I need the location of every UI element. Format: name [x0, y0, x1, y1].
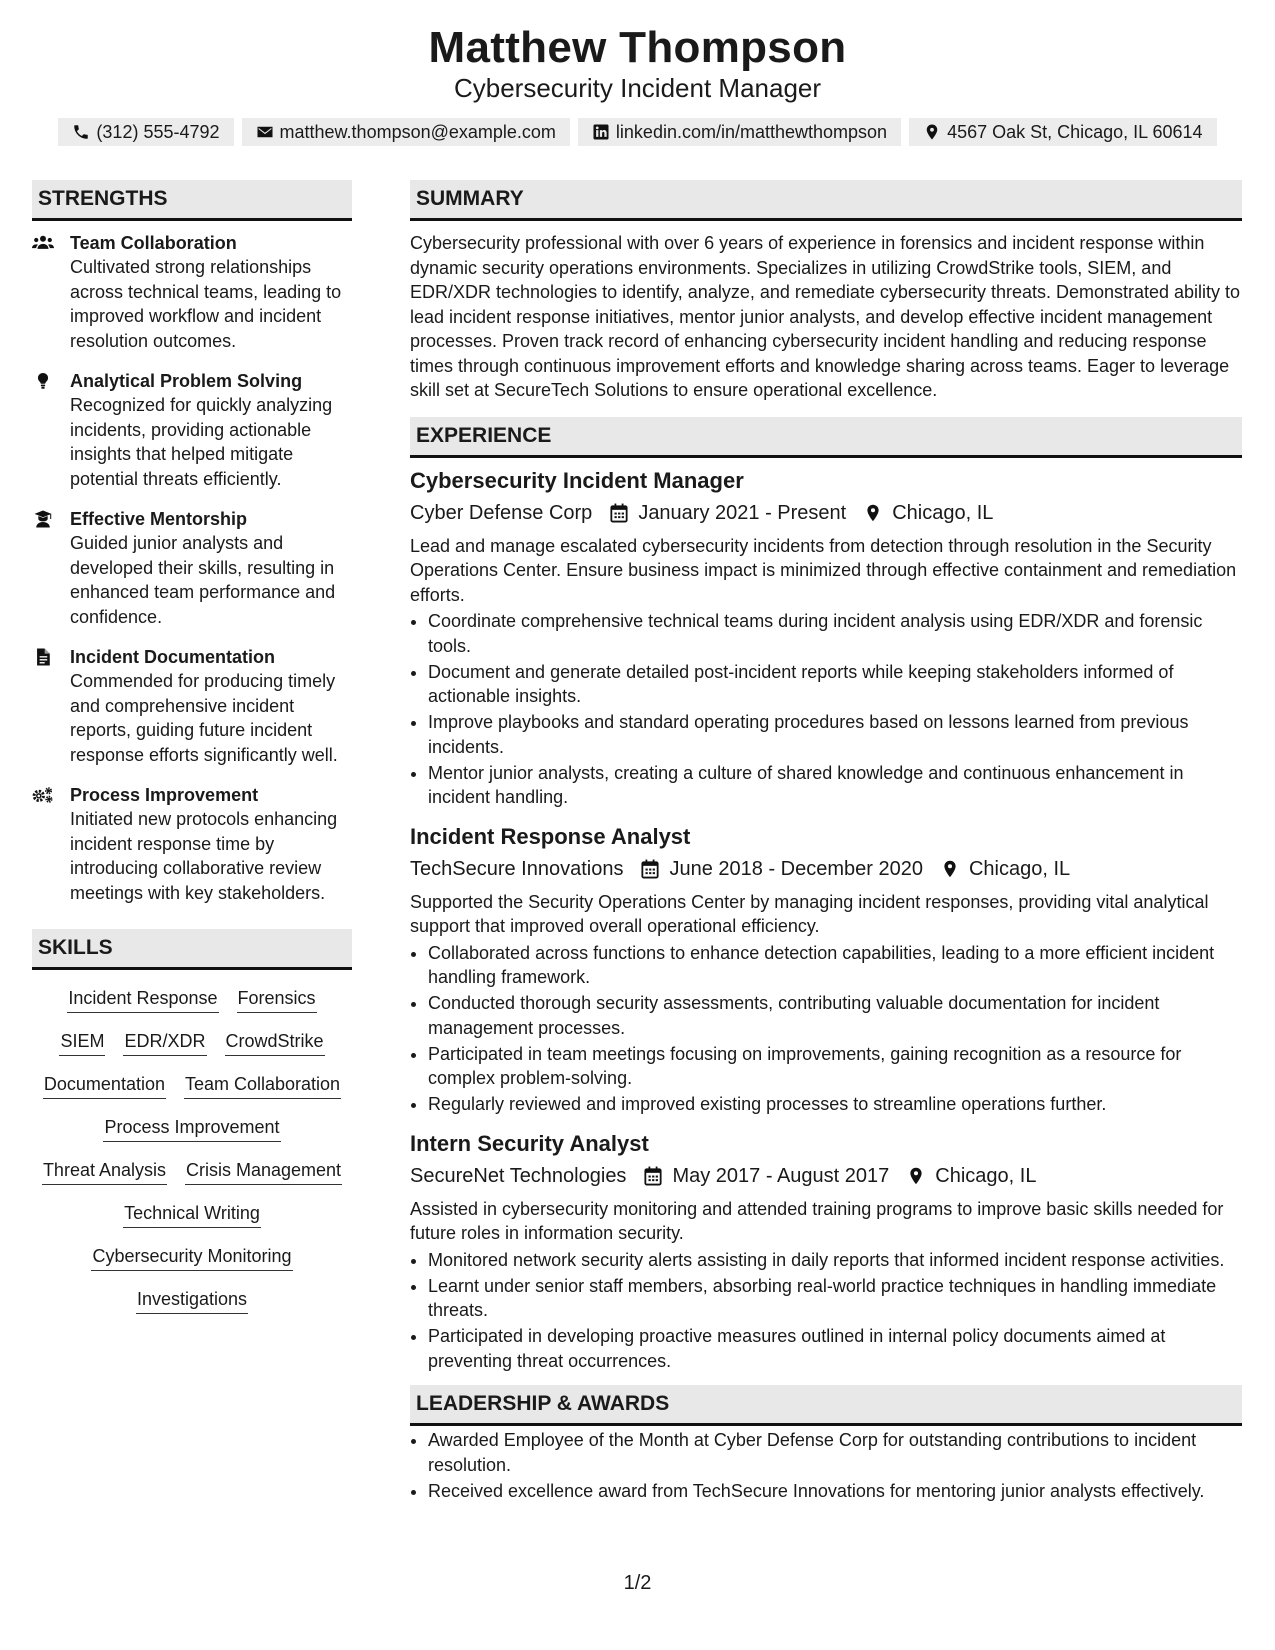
job-bullet: • Monitored network security alerts assisting in daily reports that informed incident response activities.	[428, 1248, 1242, 1273]
contact-phone-text: (312) 555-4792	[96, 121, 220, 142]
candidate-name: Matthew Thompson	[428, 23, 847, 72]
strength-title: Incident Documentation	[70, 647, 276, 667]
contact-email[interactable]	[242, 118, 570, 146]
job-meta	[410, 854, 1242, 884]
skill-tag: Cybersecurity Monitoring	[91, 1244, 292, 1271]
map-pin-icon	[923, 123, 941, 141]
job-bullet: • Conducted thorough security assessments, contributing valuable documentation for incident management processes.	[428, 991, 1242, 1040]
job-description: Supported the Security Operations Center by managing incident responses, providing vital analytical support that improved overall operational efficiency.	[410, 891, 1209, 936]
envelope-icon	[256, 123, 274, 141]
contact-bar	[0, 118, 1275, 146]
strength-item	[32, 783, 352, 905]
job-bullets	[410, 609, 1242, 810]
users-icon	[32, 231, 60, 353]
right-column	[410, 180, 1242, 1505]
skill-tag: Incident Response	[67, 986, 218, 1013]
contact-email-text: matthew.thompson@example.com	[279, 121, 556, 142]
experience-list	[410, 466, 1242, 1374]
calendar-icon	[642, 1165, 664, 1187]
strength-description: Recognized for quickly analyzing incidents, providing actionable insights that helped mitigate potential threats efficiently.	[70, 395, 333, 489]
skills-heading: SKILLS	[32, 929, 352, 970]
skill-tag: Technical Writing	[123, 1201, 261, 1228]
left-column	[32, 180, 352, 1314]
job-description: Assisted in cybersecurity monitoring and attended training programs to improve basic skills needed for future roles in information security.	[410, 1198, 1224, 1243]
job-dates: January 2021 - Present	[638, 501, 847, 524]
job-entry	[410, 1129, 1242, 1374]
skills-list	[32, 980, 352, 1314]
contact-linkedin[interactable]	[578, 118, 901, 146]
job-entry	[410, 822, 1242, 1117]
strength-title: Team Collaboration	[70, 233, 237, 253]
award-item: • Awarded Employee of the Month at Cyber Defense Corp for outstanding contributions to incident resolution.	[428, 1428, 1242, 1477]
page-number: 1/2	[623, 1572, 652, 1594]
resume-header	[0, 0, 1275, 146]
strengths-heading: STRENGTHS	[32, 180, 352, 221]
strength-title: Effective Mentorship	[70, 509, 248, 529]
job-bullets	[410, 941, 1242, 1117]
skill-tag: Threat Analysis	[42, 1158, 167, 1185]
map-pin-icon	[905, 1165, 927, 1187]
strength-title: Process Improvement	[70, 785, 259, 805]
strength-description: Initiated new protocols enhancing incident response time by introducing collaborative review meetings with key stakeholders.	[70, 809, 338, 903]
award-item: • Received excellence award from TechSecure Innovations for mentoring junior analysts effectively.	[428, 1479, 1242, 1504]
job-meta	[410, 1161, 1242, 1191]
lightbulb-icon	[32, 369, 60, 491]
job-location: Chicago, IL	[935, 1164, 1037, 1187]
job-company: TechSecure Innovations	[410, 857, 624, 880]
skill-tag: Forensics	[237, 986, 317, 1013]
strength-title: Analytical Problem Solving	[70, 371, 303, 391]
strength-description: Cultivated strong relationships across technical teams, leading to improved workflow and incident resolution outcomes.	[70, 257, 342, 351]
skill-tag: Process Improvement	[103, 1115, 280, 1142]
job-title: Cybersecurity Incident Manager	[410, 467, 744, 493]
job-description: Lead and manage escalated cybersecurity incidents from detection through resolution in the Security Operations Center. Ensure business impact is minimized through effective containment and remediation efforts.	[410, 535, 1237, 605]
skill-tag: SIEM	[59, 1029, 105, 1056]
job-company: Cyber Defense Corp	[410, 501, 593, 524]
teacher-icon	[32, 507, 60, 629]
job-title: Incident Response Analyst	[410, 823, 691, 849]
skill-tag: Team Collaboration	[184, 1072, 341, 1099]
map-pin-icon	[862, 502, 884, 524]
job-bullet: • Learnt under senior staff members, absorbing real-world practice techniques in handling immediate threats.	[428, 1274, 1242, 1323]
gears-icon	[32, 783, 60, 905]
job-meta	[410, 498, 1242, 528]
strength-item	[32, 645, 352, 767]
skill-tag: Crisis Management	[185, 1158, 342, 1185]
strength-item	[32, 507, 352, 629]
experience-heading: EXPERIENCE	[410, 417, 1242, 458]
job-company: SecureNet Technologies	[410, 1164, 627, 1187]
skill-tag: CrowdStrike	[225, 1029, 325, 1056]
job-bullet: • Collaborated across functions to enhance detection capabilities, leading to a more efficient incident handling framework.	[428, 941, 1242, 990]
calendar-icon	[608, 502, 630, 524]
job-bullet: • Regularly reviewed and improved existing processes to streamline operations further.	[428, 1092, 1242, 1117]
job-location: Chicago, IL	[968, 857, 1071, 880]
job-dates: June 2018 - December 2020	[669, 857, 923, 880]
job-bullet: • Coordinate comprehensive technical teams during incident analysis using EDR/XDR and forensic tools.	[428, 609, 1242, 658]
skill-tag: Documentation	[43, 1072, 166, 1099]
job-location: Chicago, IL	[892, 501, 994, 524]
job-title: Intern Security Analyst	[410, 1130, 649, 1156]
job-bullet: • Mentor junior analysts, creating a culture of shared knowledge and continuous enhancement in incident handling.	[428, 761, 1242, 810]
phone-icon	[72, 123, 90, 141]
map-pin-icon	[939, 858, 961, 880]
strength-item	[32, 231, 352, 353]
job-bullets	[410, 1248, 1242, 1374]
summary-text: Cybersecurity professional with over 6 years of experience in forensics and incident response within dynamic security operations environments. Specializes in utilizing CrowdStrike tools, SIEM, and EDR/XDR technologies to identify, analyze, and remediate cybersecurity threats. Demonstrated ability to lead incident response initiatives, mentor junior analysts, and develop effective incident management processes. Proven track record of enhancing cybersecurity incident handling and reducing response times through continuous improvement efforts and knowledge sharing across teams. Eager to leverage skill set at SecureTech Solutions to ensure operational excellence.	[410, 233, 1241, 400]
calendar-icon	[639, 858, 661, 880]
job-bullet: • Participated in team meetings focusing on improvements, gaining recognition as a resource for complex problem-solving.	[428, 1042, 1242, 1091]
candidate-headline: Cybersecurity Incident Manager	[453, 73, 822, 103]
contact-phone	[58, 118, 233, 146]
skill-tag: Investigations	[136, 1287, 248, 1314]
document-icon	[32, 645, 60, 767]
strength-description: Guided junior analysts and developed their skills, resulting in enhanced team performance and confidence.	[70, 533, 336, 627]
job-entry	[410, 466, 1242, 810]
linkedin-icon	[592, 123, 610, 141]
strength-description: Commended for producing timely and comprehensive incident reports, guiding future incident response efforts significantly well.	[70, 671, 338, 765]
job-dates: May 2017 - August 2017	[672, 1164, 890, 1187]
job-bullet: • Document and generate detailed post-incident reports while keeping stakeholders informed of actionable insights.	[428, 660, 1242, 709]
job-bullet: • Improve playbooks and standard operating procedures based on lessons learned from previous incidents.	[428, 710, 1242, 759]
skill-tag: EDR/XDR	[123, 1029, 206, 1056]
contact-linkedin-text: linkedin.com/in/matthewthompson	[615, 121, 888, 142]
summary-heading: SUMMARY	[410, 180, 1242, 221]
strength-item	[32, 369, 352, 491]
awards-list	[410, 1428, 1242, 1503]
awards-heading: LEADERSHIP & AWARDS	[410, 1385, 1242, 1426]
job-bullet: • Participated in developing proactive measures outlined in internal policy documents aimed at preventing threat occurrences.	[428, 1324, 1242, 1373]
contact-address-text: 4567 Oak St, Chicago, IL 60614	[947, 121, 1203, 142]
contact-address	[909, 118, 1217, 146]
